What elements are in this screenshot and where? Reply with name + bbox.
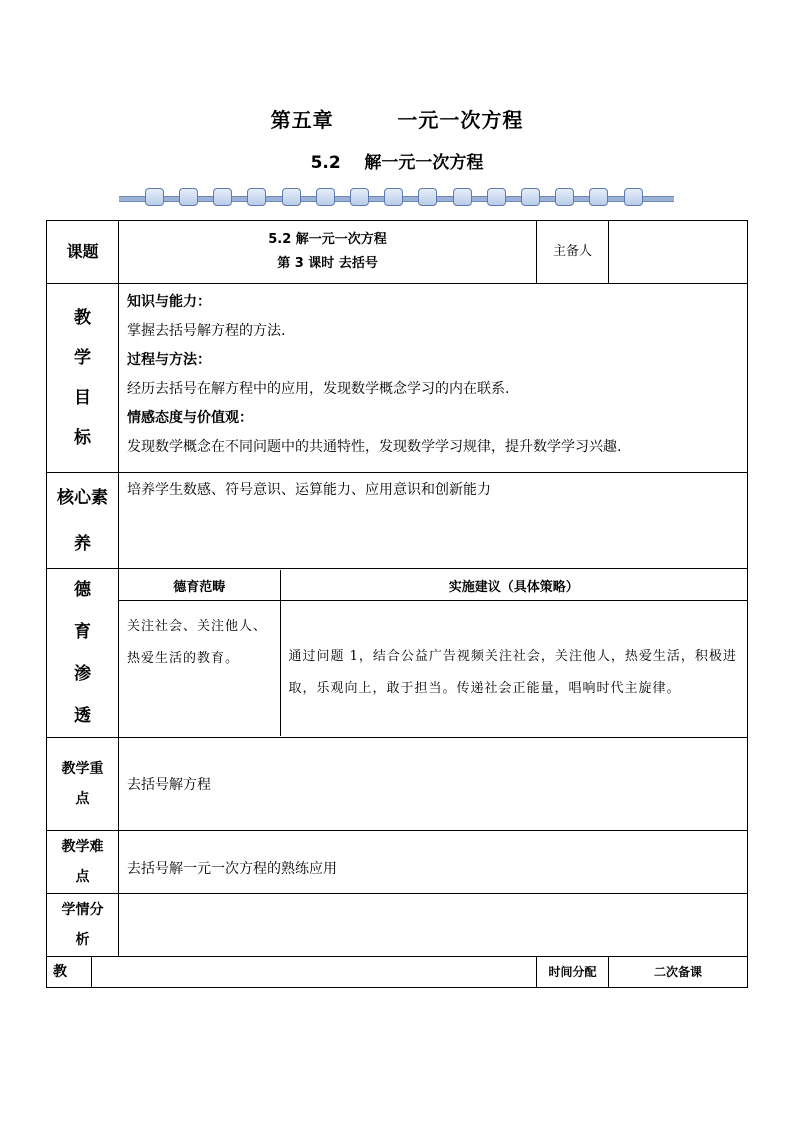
key-point-label	[47, 738, 119, 831]
moral-strategy-header: 实施建议（具体策略）	[280, 570, 747, 601]
literacy-label-line: 养	[74, 533, 91, 554]
analysis-label	[47, 894, 119, 957]
objectives-label	[47, 284, 119, 473]
divider-bead-icon	[589, 188, 608, 206]
moral-label	[47, 569, 119, 738]
divider-bead-icon	[555, 188, 574, 206]
moral-label-char: 渗	[74, 664, 91, 684]
divider-bead-icon	[247, 188, 266, 206]
key-point-text: 去括号解方程	[119, 738, 748, 831]
topic-cell	[119, 221, 537, 284]
divider-bead-icon	[145, 188, 164, 206]
chapter-title: 第五章 一元一次方程	[270, 108, 524, 132]
divider-bead-icon	[521, 188, 540, 206]
difficulty-label-line: 点	[75, 869, 90, 885]
analysis-label-line: 学情分	[61, 902, 104, 918]
moral-inner-table	[119, 570, 747, 736]
difficulty-label	[47, 831, 119, 894]
time-allocation-label: 时间分配	[537, 957, 609, 988]
objectives-row	[47, 284, 748, 473]
objective-heading: 过程与方法：	[127, 352, 212, 368]
topic-line-2: 第 3 课时 去括号	[277, 256, 378, 271]
moral-label-char: 育	[74, 622, 91, 642]
difficulty-label-line: 教学难	[61, 839, 104, 855]
section-title: 5.2 解一元一次方程	[310, 153, 484, 173]
topic-line-1: 5.2 解一元一次方程	[268, 232, 387, 247]
difficulty-text: 去括号解一元一次方程的熟练应用	[119, 831, 748, 894]
objective-heading: 情感态度与价值观：	[127, 410, 254, 426]
key-point-label-line: 点	[75, 791, 90, 807]
topic-label: 课题	[47, 221, 119, 284]
objective-heading: 知识与能力：	[127, 294, 212, 310]
second-preparation-label: 二次备课	[609, 957, 748, 988]
analysis-text	[119, 894, 748, 957]
divider-bead-icon	[316, 188, 335, 206]
moral-content	[119, 569, 748, 738]
analysis-label-line: 析	[75, 932, 90, 948]
literacy-label-line: 核心素	[57, 487, 108, 508]
moral-label-char: 透	[74, 706, 91, 726]
moral-strategy-text: 通过问题 1，结合公益广告视频关注社会，关注他人，热爱生活，积极进取，乐观向上，敢于担当。传递社会正能量，唱响时代主旋律。	[280, 601, 747, 736]
objective-text: 经历去括号在解方程中的应用，发现数学概念学习的内在联系.	[127, 381, 510, 397]
divider-bead-icon	[487, 188, 506, 206]
objectives-label-char: 目	[74, 388, 91, 408]
divider-bead-icon	[624, 188, 643, 206]
divider-bead-icon	[179, 188, 198, 206]
moral-row	[47, 569, 748, 738]
divider-bead-icon	[384, 188, 403, 206]
preparer-value	[609, 221, 748, 284]
divider-bead-icon	[453, 188, 472, 206]
teaching-row	[47, 957, 748, 988]
objective-text: 掌握去括号解方程的方法.	[127, 323, 286, 339]
teaching-content	[92, 957, 537, 988]
literacy-text: 培养学生数感、符号意识、运算能力、应用意识和创新能力	[119, 473, 748, 569]
teaching-label: 教	[47, 957, 92, 988]
moral-category-header: 德育范畴	[119, 570, 280, 601]
difficulty-row	[47, 831, 748, 894]
literacy-label	[47, 473, 119, 569]
lesson-plan-table	[46, 220, 748, 988]
key-point-row	[47, 738, 748, 831]
objective-text: 发现数学概念在不同问题中的共通特性，发现数学学习规律，提升数学学习兴趣.	[127, 439, 622, 455]
divider-bead-icon	[350, 188, 369, 206]
topic-row	[47, 221, 748, 284]
objectives-label-char: 教	[74, 308, 91, 328]
divider-bead-icon	[418, 188, 437, 206]
divider-bead-icon	[282, 188, 301, 206]
divider-bead-icon	[213, 188, 232, 206]
moral-category-text: 关注社会、关注他人、热爱生活的教育。	[119, 601, 280, 736]
moral-label-char: 德	[74, 580, 91, 600]
analysis-row	[47, 894, 748, 957]
literacy-row	[47, 473, 748, 569]
key-point-label-line: 教学重	[61, 761, 104, 777]
objectives-label-char: 标	[74, 428, 91, 448]
objectives-content	[119, 284, 748, 473]
objectives-label-char: 学	[74, 348, 91, 368]
preparer-label: 主备人	[537, 221, 609, 284]
